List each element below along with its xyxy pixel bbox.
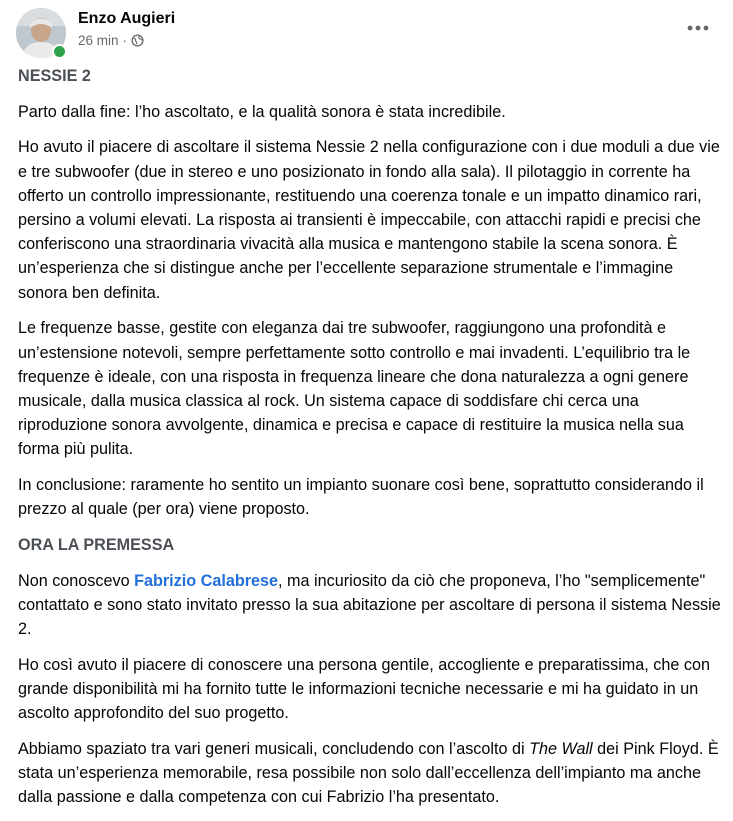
paragraph-conclusion: In conclusione: raramente ho sentito un impianto suonare così bene, soprattutto considerando il prezzo al quale (per ora) viene proposto. [18, 476, 704, 519]
section-heading-nessie: NESSIE 2 [18, 67, 91, 85]
contact-text-start: Non conoscevo [18, 571, 135, 590]
mention-link[interactable]: Fabrizio Calabrese [134, 571, 279, 590]
contact-text-end: , ma incuriosito da ciò che proponeva, l’ho "semplicemente" contattato e sono stato invitato presso la sua abitazione per ascoltare di persona il sistema Nessie 2. [18, 571, 721, 639]
listening-text-start: Abbiamo spaziato tra vari generi musicali, concludendo con l’ascolto di [18, 739, 530, 758]
paragraph-listening [18, 737, 726, 810]
more-options-button[interactable] [680, 16, 716, 40]
globe-icon[interactable] [131, 34, 144, 47]
post-meta [78, 33, 144, 48]
paragraph-contact [18, 569, 726, 642]
more-dots-icon [687, 25, 709, 31]
post-body [18, 64, 726, 821]
paragraph-frequencies: Le frequenze basse, gestite con eleganza dai tre subwoofer, raggiungono una profondità e un’estensione notevoli, sempre perfettamente sotto controllo e mai invadenti. L’equilibrio tra le frequenze è ideale, con una risposta in frequenza lineare che dona naturalezza a ogni genere musicale, dalla musica classica al rock. Un sistema capace di soddisfare chi cerca una riproduzione sonora avvolgente, dinamica e precisa e capace di restituire la musica nella sua forma più pulita. [18, 319, 691, 459]
post-header [16, 6, 716, 58]
paragraph-configuration: Ho avuto il piacere di ascoltare il sistema Nessie 2 nella configurazione con i due moduli a due vie e tre subwoofer (due in stereo e uno posizionato in fondo alla sala). Il pilotaggio in corrente ha offerto un controllo impressionante, restituendo una coerenza tonale e un impatto dinamico rari, persino a volumi elevati. La risposta ai transienti è impeccabile, con attacchi rapidi e precisi che conferiscono una straordinaria vivacità alla musica e mantengono stabile la scena sonora. È un’esperienza che si distingue anche per l’eccellente separazione strumentale e l’immagine sonora ben definita. [18, 138, 720, 302]
paragraph-intro: Parto dalla fine: l’ho ascoltato, e la qualità sonora è stata incredibile. [18, 102, 506, 121]
online-status-dot [52, 44, 67, 59]
paragraph-meeting: Ho così avuto il piacere di conoscere una persona gentile, accogliente e preparatissima, che con grande disponibilità mi ha fornito tutte le informazioni tecniche necessarie e mi ha guidato in un ascolto approfondito del suo progetto. [18, 655, 710, 723]
post-time[interactable]: 26 min [78, 33, 119, 48]
listening-text-end: dei Pink Floyd. È stata un’esperienza memorabile, resa possibile non solo dall’eccellenza dell’impianto ma anche dalla passione e dalla competenza con cui Fabrizio l’ha presentato. [18, 739, 719, 807]
album-title: The Wall [529, 739, 593, 758]
author-name[interactable]: Enzo Augieri [78, 10, 176, 27]
section-heading-premessa: ORA LA PREMESSA [18, 535, 175, 554]
meta-separator: · [122, 33, 128, 48]
